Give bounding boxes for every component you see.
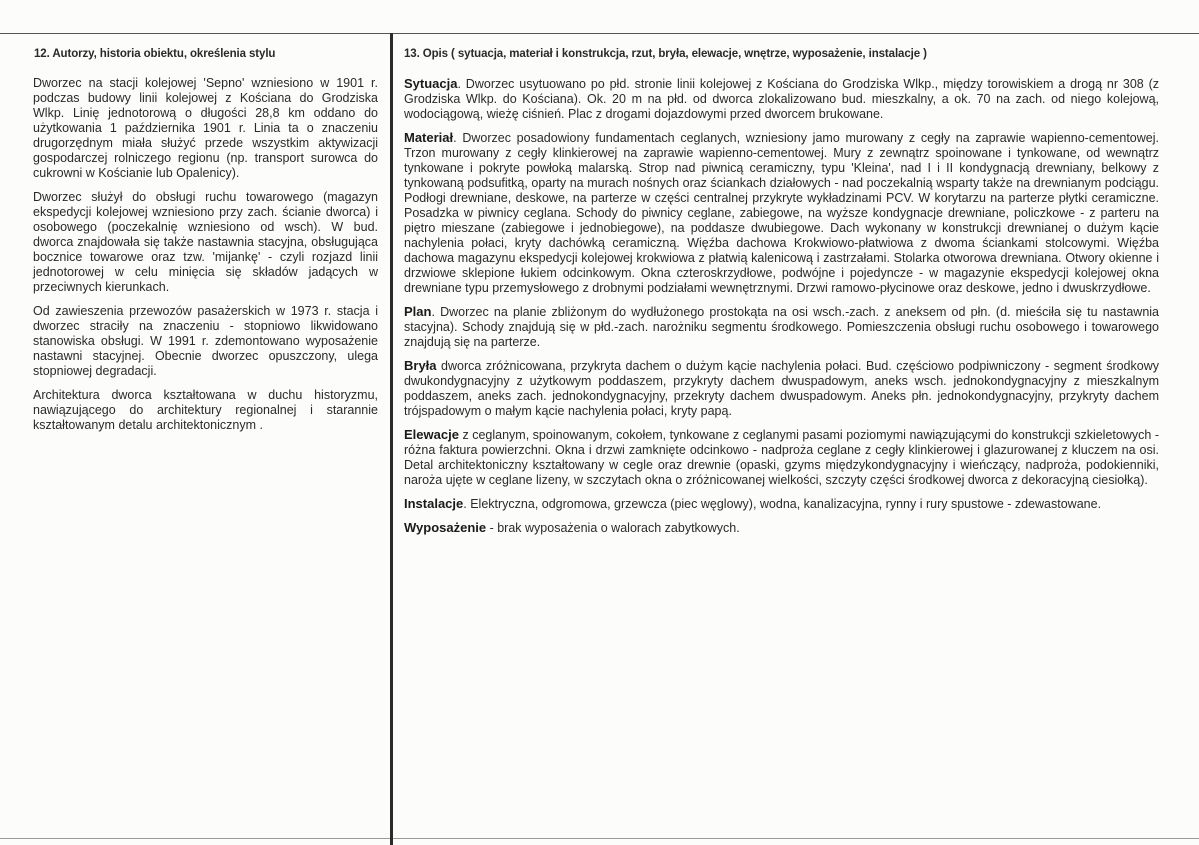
section-12-heading: 12. Autorzy, historia obiektu, określenia stylu (34, 48, 276, 60)
history-paragraph-2: Dworzec służył do obsługi ruchu towarowego (magazyn ekspedycji kolejowej wzniesiono przy zach. ścianie dworca) i osobowego (poczekalnię wzniesiono od wsch). W bud. dworca znajdowała się także nastawnia stacyjna, obsługująca bocznice towarowe oraz tzw. 'mijankę' - czyli rozjazd linii jednotorowej w celu minięcia się składów jadących w przeciwnych kierunkach. (33, 190, 378, 294)
description-material (404, 130, 1159, 296)
section-12-column (33, 48, 378, 442)
term-massing: Bryła (404, 358, 437, 373)
history-paragraph-1: Dworzec na stacji kolejowej 'Sepno' wzniesiono w 1901 r. podczas budowy linii kolejowej z Kościana do Grodziska Wlkp. Linię jednotorową o długości 28,8 km oddano do użytkowania 1 października 1901 r. Linia ta o znaczeniu drugorzędnym miała służyć przede wszystkim aktywizacji gospodarczej rolniczego regionu (np. transport surowca do cukrowni w Kościanie lub Opalenicy). (33, 76, 378, 180)
text-installations: . Elektryczna, odgromowa, grzewcza (piec węglowy), wodna, kanalizacyjna, rynny i rury spustowe - zdewastowane. (463, 497, 1102, 511)
frame-bottom-rule (0, 838, 1199, 839)
description-installations (404, 496, 1159, 512)
term-equipment: Wyposażenie (404, 520, 487, 535)
term-plan: Plan (404, 304, 432, 319)
description-equipment (404, 520, 1159, 536)
description-situation (404, 76, 1159, 122)
description-plan (404, 304, 1159, 350)
frame-top-rule (0, 33, 1199, 34)
text-elevations: z ceglanym, spoinowanym, cokołem, tynkowane z ceglanymi pasami poziomymi nawiązującymi do konstrukcji szkieletowych - różna faktura powierzchni. Okna i drzwi zamknięte odcinkowo - nadproża ceglane z cegły klinkierowej i glazurowanej z kluczem na osi. Detal architektoniczny kształtowany w cegle oraz drewnie (opaski, gzyms międzykondygnacyjny i wieńczący, nadproża, podokienniki, naroża ujęte w ceglane lizeny, w szczytach okna o zróżnicowanej wielkości, szczyty części środkowej dworca z dekoracyjną ciesiołką). (404, 428, 1159, 487)
text-plan: . Dworzec na planie zbliżonym do wydłużonego prostokąta na osi wsch.-zach. z aneksem od płn. (d. mieściła się tu nastawnia stacyjna). Schody znajdują się w płd.-zach. narożniku segmentu środkowego. Pomieszczenia obsługi ruchu osobowego i towarowego znajdują się na parterze. (404, 305, 1159, 349)
term-material: Materiał (404, 130, 454, 145)
term-elevations: Elewacje (404, 427, 459, 442)
text-material: . Dworzec posadowiony fundamentach ceglanych, wzniesiony jamo murowany z cegły na zaprawie wapienno-cementowej. Trzon murowany z cegły klinkierowej na zaprawie wapienno-cementowej. Mury z zewnątrz spoinowane i tynkowane, od wewnątrz tynkowane i pokryte powłoką malarską. Strop nad piwnicą ceramiczny, typu 'Kleina', nad I i II kondygnacją drewniany, belkowy z tynkowaną podsufitką, oparty na murach nośnych oraz ściankach działowych - nad poczekalnią wsparty także na drewnianym podciągu. Podłogi drewniane, deskowe, na parterze w części centralnej przykryte wykładzinami PCV. W korytarzu na parterze płytki ceramiczne. Posadzka w piwnicy ceglana. Schody do piwnicy ceglane, zabiegowe, na wyższe kondygnacje drewniane, policzkowe - z parteru na piętro mieszane (zabiegowe i jednobiegowe), na poddasze dwubiegowe. Dach wykonany w konstrukcji drewnianej o dużym kącie nachylenia połaci, kryty dachówką ceramiczną. Więźba dachowa Krokwiowo-płatwiowa z dwoma ściankami stolcowymi. Więźba dachowa magazynu ekspedycji kolejowej krokwiowa z płatwią kalenicową i zastrzałami. Stolarka otworowa drewniana. Otwory okienne i drzwiowe sklepione łukiem odcinkowym. Okna czteroskrzydłowe, podwójne i pojedyncze - w magazynie ekspedycji kolejowej okna drewniane typu przemysłowego z drobnymi podziałami wewnętrznymi. Drzwi ramowo-płycinowe oraz deskowe, jedno i dwuskrzydłowe. (404, 131, 1159, 295)
term-installations: Instalacje (404, 496, 464, 511)
section-13-heading: 13. Opis ( sytuacja, materiał i konstrukcja, rzut, bryła, elewacje, wnętrze, wyposażenie, instalacje ) (404, 48, 927, 60)
text-situation: . Dworzec usytuowano po płd. stronie linii kolejowej z Kościana do Grodziska Wlkp., między torowiskiem a drogą nr 308 (z Grodziska Wlkp. do Kościana). Ok. 20 m na płd. od dworca zlokalizowano bud. mieszkalny, a ok. 70 na zach. od niego kolejową, wodociągową, wieżę ciśnień. Plac z drogami dojazdowymi przed dworcem brukowane. (404, 77, 1159, 121)
column-divider (390, 33, 393, 845)
text-massing: dworca zróżnicowana, przykryta dachem o dużym kącie nachylenia połaci. Bud. częściowo podpiwniczony - segment środkowy dwukondygnacyjny z użytkowym poddaszem, przykryty dachem dwuspadowym, aneks wsch. jednokondygnacyjny z mieszkalnym poddaszem, aneks zach. jednokondygnacyjny, przekryty dachem dwuspadowym. Aneks płn. jednokondygnacyjny, przykryty dachem trójspadowym o małym kącie nachylenia połaci, kryty papą. (404, 359, 1159, 418)
history-paragraph-4: Architektura dworca kształtowana w duchu historyzmu, nawiązującego do architektury regionalnej i starannie kształtowanym detalu architektonicznym . (33, 388, 378, 432)
description-massing (404, 358, 1159, 419)
description-elevations (404, 427, 1159, 488)
text-equipment: - brak wyposażenia o walorach zabytkowych. (486, 521, 740, 535)
term-situation: Sytuacja (404, 76, 458, 91)
history-paragraph-3: Od zawieszenia przewozów pasażerskich w 1973 r. stacja i dworzec straciły na znaczeniu - stopniowo likwidowano stanowiska obsługi. W 1991 r. zdemontowano wyposażenie nastawni stacyjnej. Obecnie dworzec opuszczony, ulega stopniowej degradacji. (33, 304, 378, 378)
section-13-column (404, 48, 1159, 544)
